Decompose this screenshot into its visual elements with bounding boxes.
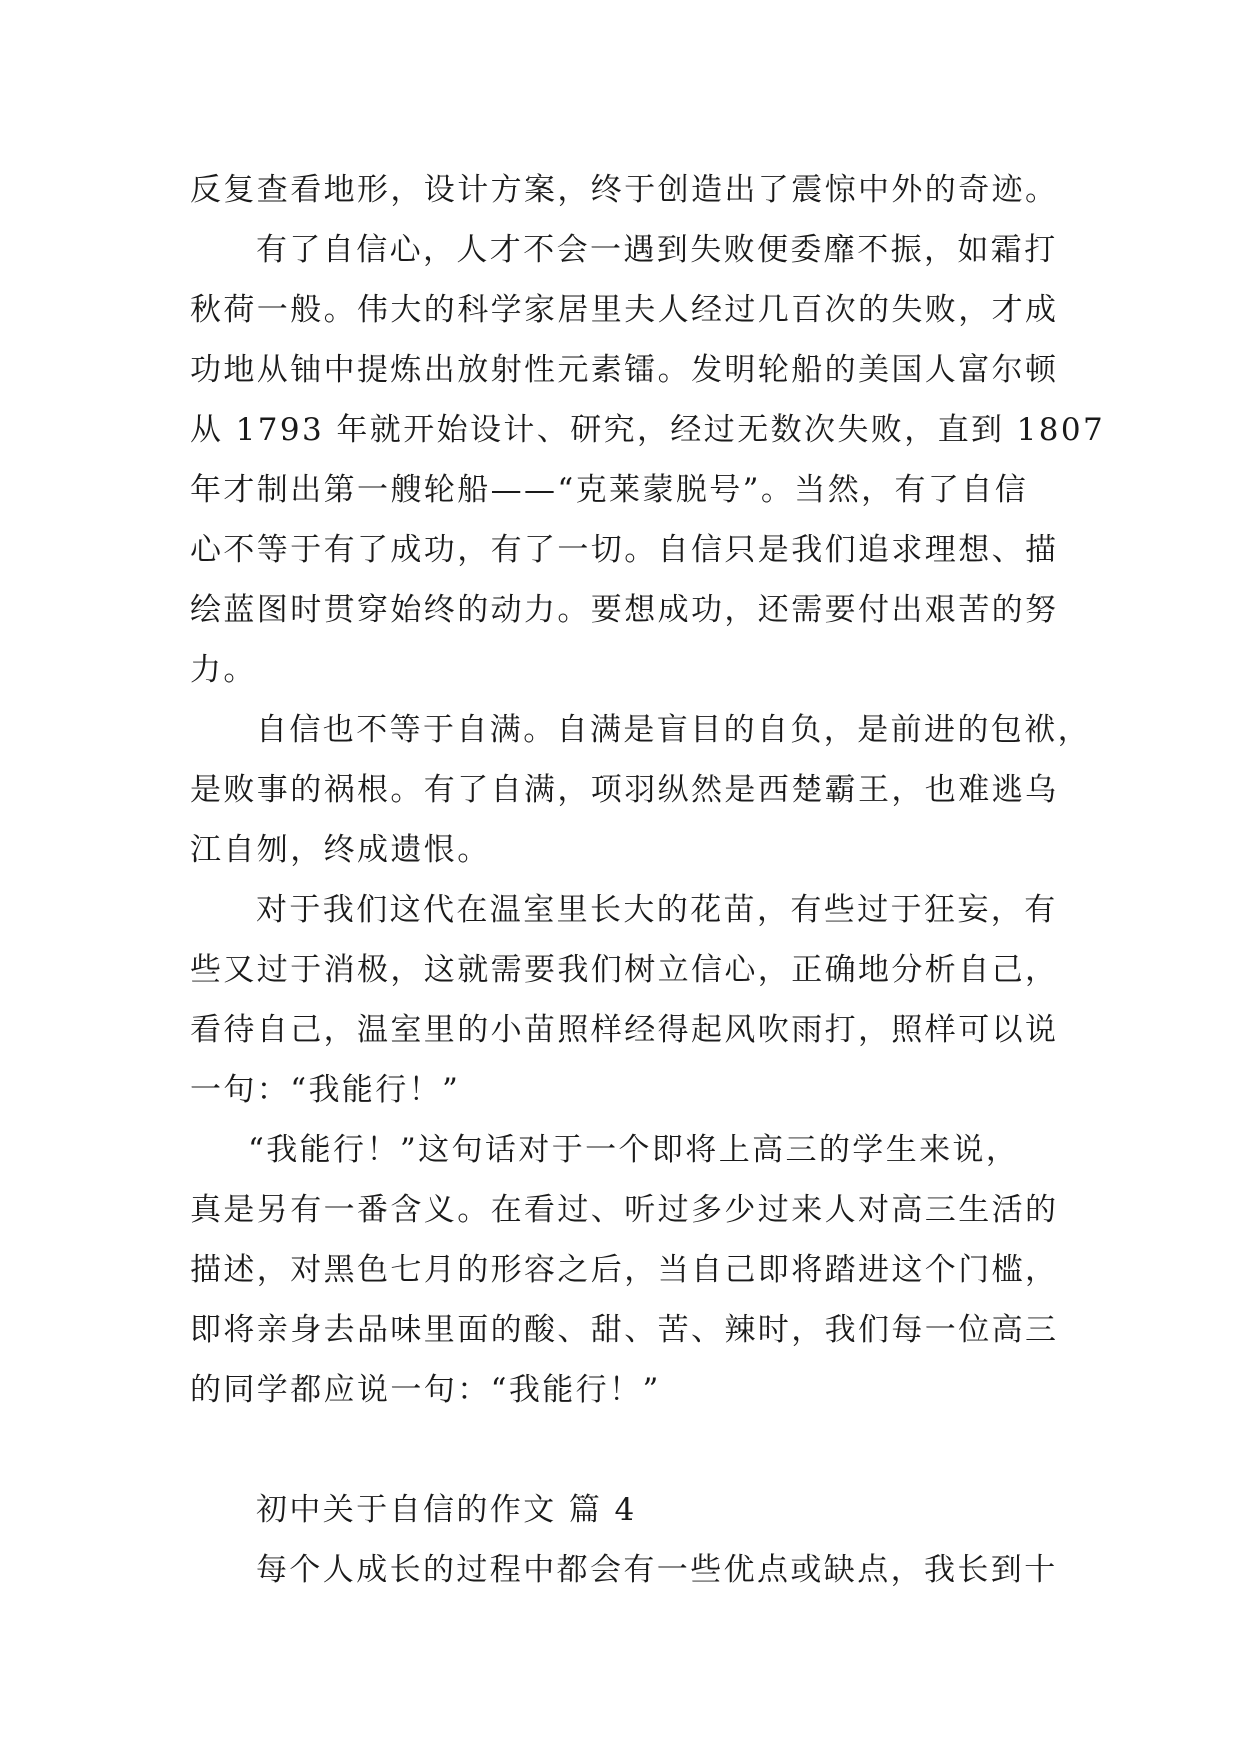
paragraph-start-line: 每个人成长的过程中都会有一些优点或缺点，我长到十 xyxy=(256,1552,1058,1588)
text-line: 反复查看地形，设计方案，终于创造出了震惊中外的奇迹。 xyxy=(190,172,1059,208)
text-line: 年才制出第一艘轮船——“克莱蒙脱号”。当然，有了自信 xyxy=(190,472,1029,508)
text-line: 秋荷一般。伟大的科学家居里夫人经过几百次的失败，才成 xyxy=(190,292,1059,328)
text-line: 即将亲身去品味里面的酸、甜、苦、辣时，我们每一位高三 xyxy=(190,1312,1059,1348)
document-body xyxy=(190,160,1106,1600)
paragraph-start-line: 对于我们这代在温室里长大的花苗，有些过于狂妄，有 xyxy=(256,892,1058,928)
section-heading: 初中关于自信的作文 篇 4 xyxy=(256,1492,637,1528)
text-line: 看待自己，温室里的小苗照样经得起风吹雨打，照样可以说 xyxy=(190,1012,1059,1048)
text-line: 的同学都应说一句：“我能行！” xyxy=(190,1372,661,1408)
text-line: 功地从铀中提炼出放射性元素镭。发明轮船的美国人富尔顿 xyxy=(190,352,1059,388)
text-line: 心不等于有了成功，有了一切。自信只是我们追求理想、描 xyxy=(190,532,1059,568)
text-line: 描述，对黑色七月的形容之后，当自己即将踏进这个门槛， xyxy=(190,1252,1059,1288)
paragraph-start-line: “我能行！”这句话对于一个即将上高三的学生来说， xyxy=(248,1132,1020,1168)
text-line: 绘蓝图时贯穿始终的动力。要想成功，还需要付出艰苦的努 xyxy=(190,592,1059,628)
text-line: 从 1793 年就开始设计、研究，经过无数次失败，直到 1807 xyxy=(190,412,1106,448)
text-line: 江自刎，终成遗恨。 xyxy=(190,832,491,868)
text-line: 些又过于消极，这就需要我们树立信心，正确地分析自己， xyxy=(190,952,1059,988)
text-line: 是败事的祸根。有了自满，项羽纵然是西楚霸王，也难逃乌 xyxy=(190,772,1059,808)
paragraph-start-line: 自信也不等于自满。自满是盲目的自负，是前进的包袱， xyxy=(256,712,1091,748)
blank-line xyxy=(190,1420,1060,1480)
text-line: 一句：“我能行！” xyxy=(190,1072,461,1108)
text-line: 真是另有一番含义。在看过、听过多少过来人对高三生活的 xyxy=(190,1192,1059,1228)
text-line: 力。 xyxy=(190,652,257,688)
paragraph-start-line: 有了自信心，人才不会一遇到失败便委靡不振，如霜打 xyxy=(256,232,1058,268)
